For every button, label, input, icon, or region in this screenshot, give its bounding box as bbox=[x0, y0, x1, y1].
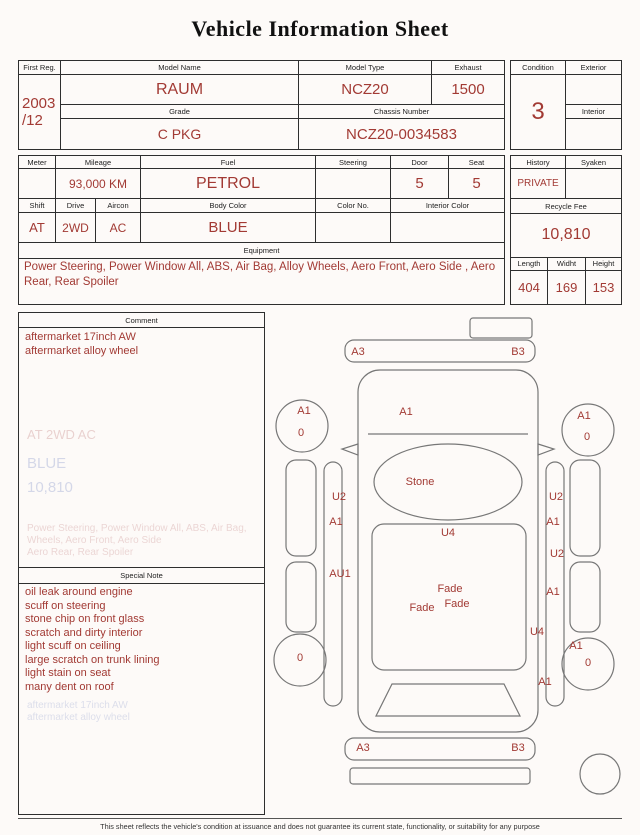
page-title: Vehicle Information Sheet bbox=[191, 16, 449, 41]
chassis-number-value: NCZ20-0034583 bbox=[346, 125, 457, 143]
exterior-value-empty bbox=[566, 75, 621, 105]
condition-table bbox=[510, 60, 622, 150]
diagram-label: B3 bbox=[511, 346, 525, 358]
special-note-line: light scuff on ceiling bbox=[25, 640, 121, 652]
history-header: History bbox=[511, 156, 566, 169]
body-color-value: BLUE bbox=[141, 213, 316, 243]
diagram-label: A1 bbox=[546, 586, 560, 598]
grade-header: Grade bbox=[61, 105, 299, 119]
interior-color-header: Interior Color bbox=[391, 199, 504, 213]
diagram-label: A1 bbox=[538, 676, 552, 688]
fuel-header: Fuel bbox=[141, 156, 316, 169]
recycle-fee-value: 10,810 bbox=[541, 226, 591, 243]
comment-line: aftermarket alloy wheel bbox=[25, 344, 139, 357]
model-type-header: Model Type bbox=[299, 61, 432, 75]
history-value: PRIVATE bbox=[511, 169, 566, 199]
special-note-line: stone chip on front glass bbox=[25, 613, 145, 625]
aircon-header: Aircon bbox=[96, 199, 141, 213]
meter-value-empty bbox=[19, 169, 56, 199]
mileage-value: 93,000 KM bbox=[56, 169, 141, 199]
height-value: 153 bbox=[592, 280, 615, 295]
diagram-label: A1 bbox=[399, 406, 413, 418]
model-name-value: RAUM bbox=[61, 75, 299, 105]
recycle-fee-cell bbox=[511, 213, 621, 258]
equipment-value: Power Steering, Power Window All, ABS, Air Bag, Alloy Wheels, Aero Front, Aero Side , Aero Rear, Rear Spoiler bbox=[24, 261, 496, 288]
ghost-line: Wheels, Aero Front, Aero Side bbox=[27, 535, 162, 546]
diagram-label: A1 bbox=[569, 640, 583, 652]
special-note-line: large scratch on trunk lining bbox=[25, 653, 160, 666]
first-reg-value bbox=[19, 75, 61, 149]
comment-lines bbox=[19, 327, 264, 358]
aircon-value: AC bbox=[96, 213, 141, 243]
syaken-value-empty bbox=[566, 169, 621, 199]
diagram-label: Stone bbox=[405, 476, 435, 488]
comment-line: aftermarket 17inch AW bbox=[25, 331, 136, 343]
first-reg-year: 2003 bbox=[22, 94, 56, 112]
shift-value: AT bbox=[19, 213, 56, 243]
door-header: Door bbox=[391, 156, 449, 169]
chassis-number-header: Chassis Number bbox=[299, 105, 504, 119]
steering-header: Steering bbox=[316, 156, 391, 169]
ghost-line: aftermarket 17inch AW bbox=[27, 700, 128, 711]
model-type-value: NCZ20 bbox=[299, 75, 432, 105]
grade-value: C PKG bbox=[61, 119, 299, 149]
ghost-line: BLUE bbox=[27, 455, 67, 472]
condition-header: Condition bbox=[511, 61, 566, 75]
diagram-label: A1 bbox=[577, 410, 591, 422]
diagram-label: U2 bbox=[331, 491, 347, 503]
diagram-label: AU1 bbox=[329, 568, 351, 580]
recycle-fee-band bbox=[511, 199, 621, 214]
length-header: Length bbox=[511, 257, 548, 271]
diagram-label: Fade bbox=[444, 598, 470, 610]
special-note-line: many dent on roof bbox=[25, 680, 114, 693]
diagram-label: 0 bbox=[583, 431, 591, 443]
ghost-line: aftermarket alloy wheel bbox=[27, 712, 130, 723]
diagram-label: Fade bbox=[437, 583, 463, 595]
color-no-header: Color No. bbox=[316, 199, 391, 213]
condition-grade-value: 3 bbox=[511, 75, 566, 149]
diagram-label: 0 bbox=[297, 427, 305, 439]
special-note-line: oil leak around engine bbox=[25, 586, 133, 598]
ghost-line: 10,810 bbox=[27, 479, 73, 496]
comment-band bbox=[19, 313, 264, 328]
interior-header: Interior bbox=[566, 105, 621, 119]
equipment-header: Equipment bbox=[243, 246, 280, 255]
exhaust-header: Exhaust bbox=[432, 61, 504, 75]
drive-header: Drive bbox=[56, 199, 96, 213]
interior-value-empty bbox=[566, 119, 621, 149]
special-note-header: Special Note bbox=[120, 571, 163, 580]
diagram-label: U2 bbox=[549, 548, 565, 560]
seat-header: Seat bbox=[449, 156, 504, 169]
comment-area bbox=[19, 327, 264, 567]
fuel-value: PETROL bbox=[141, 169, 316, 199]
width-value: 169 bbox=[548, 271, 586, 304]
diagram-label: Fade bbox=[409, 602, 435, 614]
door-value: 5 bbox=[391, 169, 449, 199]
seat-value: 5 bbox=[449, 169, 504, 199]
diagram-label: 0 bbox=[296, 652, 304, 664]
first-reg-month: /12 bbox=[22, 112, 43, 129]
ghost-line: Power Steering, Power Window All, ABS, Air Bag, bbox=[27, 523, 247, 534]
special-note-line: scratch and dirty interior bbox=[25, 626, 143, 639]
diagram-label: A3 bbox=[351, 346, 365, 358]
interior-color-value-empty bbox=[391, 213, 504, 243]
special-note-line: scuff on steering bbox=[25, 599, 106, 612]
syaken-header: Syaken bbox=[566, 156, 621, 169]
diagram-label: A1 bbox=[297, 405, 311, 417]
special-note-lines bbox=[19, 582, 264, 694]
diagram-label: A1 bbox=[329, 516, 343, 528]
diagram-label: U2 bbox=[548, 491, 564, 503]
shift-header: Shift bbox=[19, 199, 56, 213]
exhaust-value: 1500 bbox=[432, 75, 504, 105]
diagram-label: A3 bbox=[356, 742, 370, 754]
first-reg-header: First Reg. bbox=[19, 61, 61, 75]
diagram-label: U4 bbox=[529, 626, 545, 638]
exterior-header: Exterior bbox=[566, 61, 621, 75]
special-note-area bbox=[19, 582, 264, 814]
recycle-fee-header: Recycle Fee bbox=[545, 201, 587, 211]
car-condition-diagram bbox=[270, 312, 630, 812]
car-outline-drawing bbox=[270, 312, 630, 812]
meter-header: Meter bbox=[19, 156, 56, 169]
color-no-value-empty bbox=[316, 213, 391, 243]
diagram-label: 0 bbox=[584, 657, 592, 669]
diagram-label: B3 bbox=[511, 742, 525, 754]
width-header: Widht bbox=[548, 257, 586, 271]
height-header: Height bbox=[586, 257, 621, 271]
steering-value-empty bbox=[316, 169, 391, 199]
diagram-label: U4 bbox=[440, 527, 456, 539]
equipment-header-band bbox=[19, 243, 504, 259]
top-left-table bbox=[18, 60, 505, 150]
comment-note-box bbox=[18, 312, 265, 815]
mileage-header: Mileage bbox=[56, 156, 141, 169]
length-value: 404 bbox=[511, 271, 548, 304]
model-name-header: Model Name bbox=[61, 61, 299, 75]
drive-value: 2WD bbox=[56, 213, 96, 243]
body-color-header: Body Color bbox=[141, 199, 316, 213]
comment-header: Comment bbox=[125, 315, 158, 325]
ghost-line: AT 2WD AC bbox=[27, 427, 96, 442]
special-note-line: light stain on seat bbox=[25, 667, 111, 679]
history-table bbox=[510, 155, 622, 305]
spec-table bbox=[18, 155, 505, 305]
ghost-line: Aero Rear, Rear Spoiler bbox=[27, 547, 134, 558]
disclaimer-footer: This sheet reflects the vehicle's condition at issuance and does not guarantee its current state, functionality, or suitability for any purpose bbox=[18, 818, 622, 831]
diagram-label: A1 bbox=[546, 516, 560, 528]
